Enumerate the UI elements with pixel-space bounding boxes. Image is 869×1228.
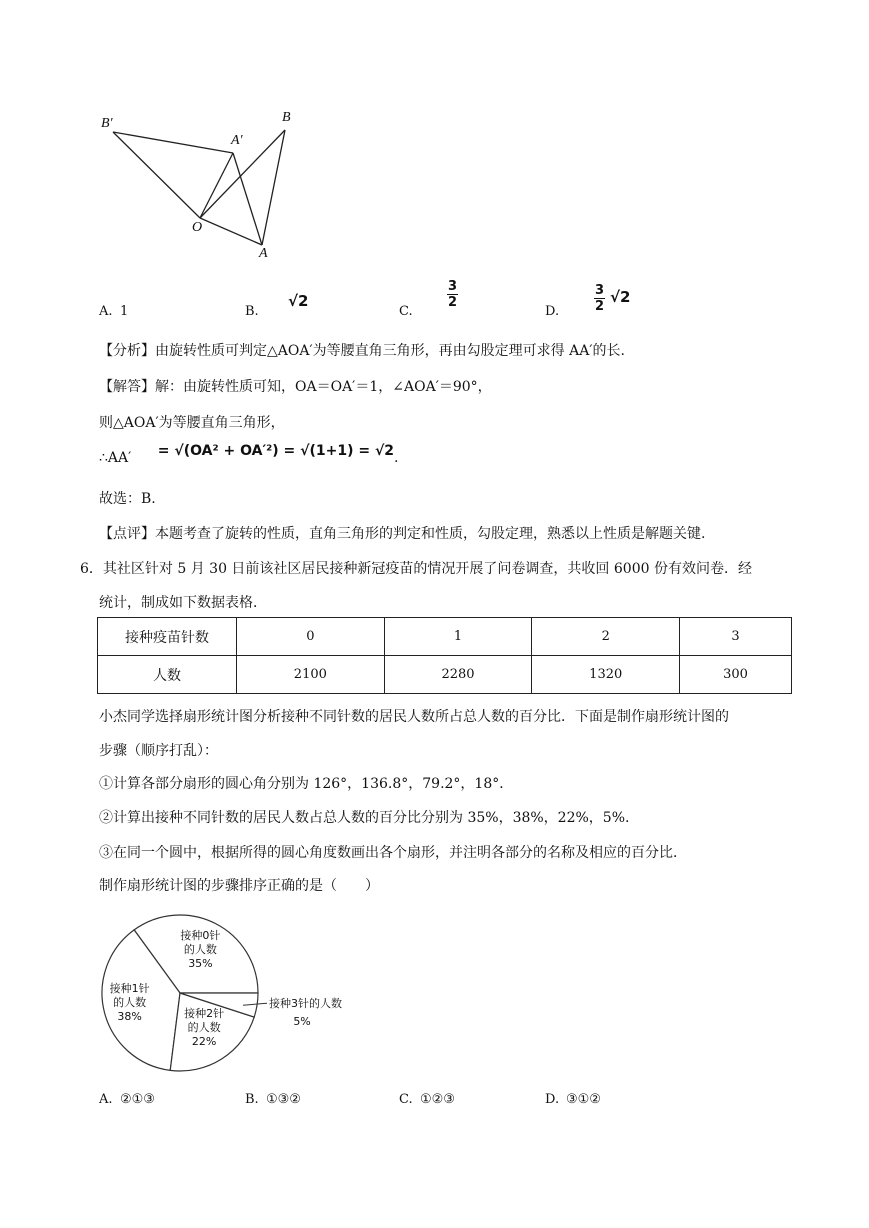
segment-B-A	[262, 130, 285, 245]
pie-label-3-doses-percent: 5%	[293, 1015, 311, 1029]
solution-text-1: 解：由旋转性质可知，OA＝OA′＝1，∠AOA′＝90°，	[155, 379, 492, 395]
label-A-prime: A′	[231, 133, 243, 148]
solution-line4: 故选：B.	[99, 491, 156, 507]
table-cell: 2100	[237, 656, 385, 694]
table-cell: 2280	[384, 656, 532, 694]
segment-O-Ap	[200, 153, 233, 218]
solution-period: .	[394, 450, 399, 466]
analysis-text: 由旋转性质可判定△AOA′为等腰直角三角形，再由勾股定理可求得 AA′的长.	[155, 343, 625, 359]
q6-question: 制作扇形统计图的步骤排序正确的是（ ）	[99, 878, 379, 894]
q6-para1-line2: 步骤（顺序打乱）：	[99, 743, 218, 759]
segment-O-A	[200, 218, 262, 245]
comment-tag: 【点评】	[99, 526, 155, 542]
q5-option-a-value: 1	[120, 304, 129, 319]
q5-option-c-fraction	[447, 279, 458, 310]
q6-step1: ①计算各部分扇形的圆心角分别为 126°，136.8°，79.2°，18°．	[99, 776, 514, 792]
table-row	[98, 656, 792, 694]
pie-label-0-doses-line2: 的人数	[183, 942, 217, 956]
solution-line1	[99, 376, 492, 396]
comment-text: 本题考查了旋转的性质，直角三角形的判定和性质，勾股定理，熟悉以上性质是解题关键.	[155, 526, 706, 542]
q5-option-c-letter: C.	[399, 304, 413, 319]
pie-label-2-doses-line2: 的人数	[187, 1020, 221, 1034]
vaccine-table	[97, 617, 792, 694]
pie-label-1-dose-line2: 的人数	[113, 995, 147, 1009]
q6-para1-line1: 小杰同学选择扇形统计图分析接种不同针数的居民人数所占总人数的百分比．下面是制作扇形统计图的	[99, 709, 729, 725]
table-header-people: 人数	[98, 656, 237, 694]
table-cell: 3	[680, 618, 792, 656]
rotation-figure	[95, 105, 315, 275]
q6-stem-line2: 统计，制成如下数据表格．	[99, 595, 267, 611]
label-B-prime: B′	[101, 116, 113, 131]
table-row	[98, 618, 792, 656]
q5-option-d-den: 2	[595, 299, 605, 314]
pie-label-0-doses-percent: 35%	[188, 956, 213, 970]
comment-line	[99, 523, 705, 543]
solution-therefore: ∴AA′	[99, 450, 132, 466]
table-cell: 0	[237, 618, 385, 656]
solution-line3	[99, 443, 399, 466]
q5-option-c-den: 2	[448, 295, 458, 310]
table-cell: 2	[532, 618, 680, 656]
q6-option-c-value: ①②③	[420, 1092, 455, 1107]
q6-option-a-value: ②①③	[120, 1092, 155, 1107]
q5-option-b-value: √2	[288, 292, 309, 310]
solution-tag: 【解答】	[99, 379, 155, 395]
pie-label-3-doses-line1: 接种3针的人数	[269, 997, 343, 1011]
q6-step3: ③在同一个圆中，根据所得的圆心角度数画出各个扇形，并注明各部分的名称及相应的百分比．	[99, 845, 687, 861]
segment-Ap-A	[233, 153, 262, 245]
table-cell: 1	[384, 618, 532, 656]
pie-label-2-doses-percent: 22%	[191, 1034, 217, 1048]
q6-option-b-value: ①③②	[266, 1092, 301, 1107]
q5-option-d-fraction	[594, 283, 605, 314]
q6-option-a-letter: A.	[99, 1092, 113, 1107]
solution-line2: 则△AOA′为等腰直角三角形，	[99, 415, 285, 431]
table-header-doses: 接种疫苗针数	[98, 618, 237, 656]
q5-option-a-letter: A.	[99, 304, 113, 319]
q5-option-c-num: 3	[448, 279, 458, 294]
q5-option-d-letter: D.	[545, 304, 560, 319]
analysis-tag: 【分析】	[99, 343, 155, 359]
pie-label-1-dose-line1: 接种1针	[109, 981, 150, 995]
q5-option-d-root: √2	[610, 288, 631, 306]
q6-option-c-letter: C.	[399, 1092, 413, 1107]
q6-stem-line1: 6．其社区针对 5 月 30 日前该社区居民接种新冠疫苗的情况开展了问卷调查，共收回 6000 份有效问卷．经	[80, 561, 752, 577]
pie-label-1-dose-percent: 38%	[117, 1009, 142, 1023]
q5-option-d-num: 3	[595, 283, 605, 298]
q6-option-b-letter: B.	[245, 1092, 259, 1107]
q5-option-b-letter: B.	[245, 304, 259, 319]
analysis-line	[99, 340, 625, 360]
solution-formula: = √(OA² + OA′²) = √(1+1) = √2	[157, 443, 395, 459]
table-cell: 300	[680, 656, 792, 694]
pie-chart	[95, 908, 375, 1078]
q6-step2: ②计算出接种不同针数的居民人数占总人数的百分比分别为 35%，38%，22%，5%.	[99, 810, 630, 826]
label-B: B	[282, 110, 291, 125]
label-O: O	[192, 220, 203, 235]
label-A: A	[259, 246, 268, 261]
pie-label-2-doses-line1: 接种2针	[184, 1006, 225, 1020]
q6-option-d-letter: D.	[545, 1092, 560, 1107]
table-cell: 1320	[532, 656, 680, 694]
q6-option-d-value: ③①②	[566, 1092, 601, 1107]
pie-label-0-doses-line1: 接种0针	[180, 928, 221, 942]
